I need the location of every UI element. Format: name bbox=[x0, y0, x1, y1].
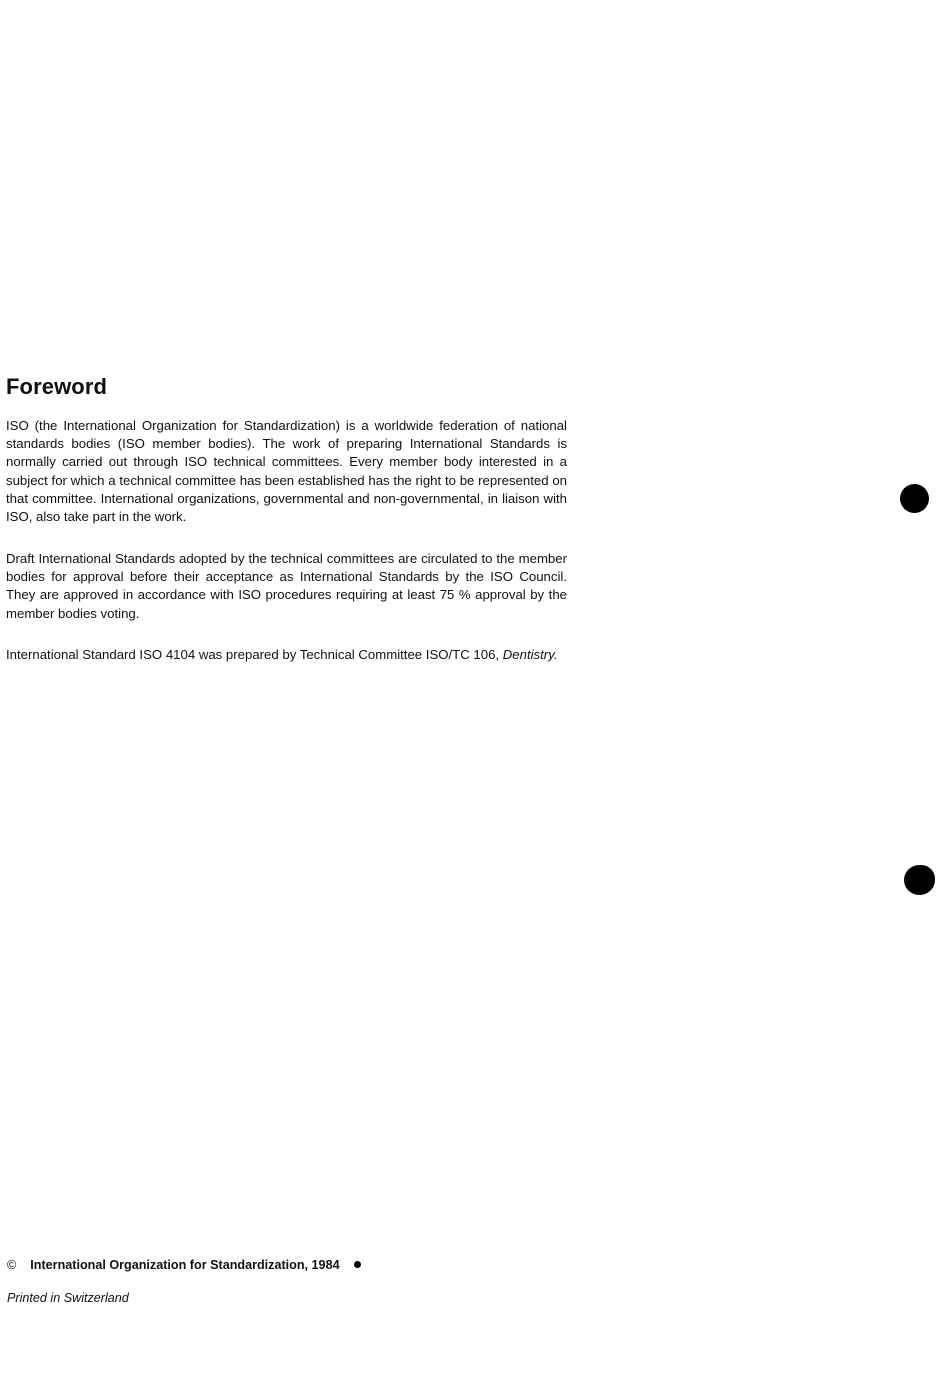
foreword-paragraph-3-text: International Standard ISO 4104 was prepared by Technical Committee ISO/TC 106, bbox=[6, 647, 500, 662]
bullet-icon bbox=[354, 1261, 361, 1268]
page-title: Foreword bbox=[6, 374, 108, 399]
foreword-paragraph-3 bbox=[6, 646, 567, 664]
foreword-paragraph-1: ISO (the International Organization for Standardization) is a worldwide federation of national standards bodies (ISO member bodies). The work of preparing International Standards is normally carried out through ISO technical committees. Every member body interested in a subject for which a technical committee has been established has the right to be represented on that committee. International organizations, governmental and non-governmental, in liaison with ISO, also take part in the work. bbox=[6, 418, 567, 525]
foreword-paragraph-2: Draft International Standards adopted by the technical committees are circulated to the member bodies for approval before their acceptance as International Standards by the ISO Council. They are approved in accordance with ISO procedures requiring at least 75 % approval by the member bodies voting. bbox=[6, 551, 567, 621]
copyright-icon: © bbox=[7, 1258, 17, 1272]
printed-location: Printed in Switzerland bbox=[7, 1291, 129, 1305]
copyright-notice bbox=[7, 1258, 361, 1272]
copyright-text: International Organization for Standardization, 1984 bbox=[30, 1258, 340, 1272]
binder-hole-mark bbox=[904, 865, 935, 895]
binder-hole-mark bbox=[900, 484, 929, 513]
committee-name: Dentistry. bbox=[502, 647, 558, 662]
